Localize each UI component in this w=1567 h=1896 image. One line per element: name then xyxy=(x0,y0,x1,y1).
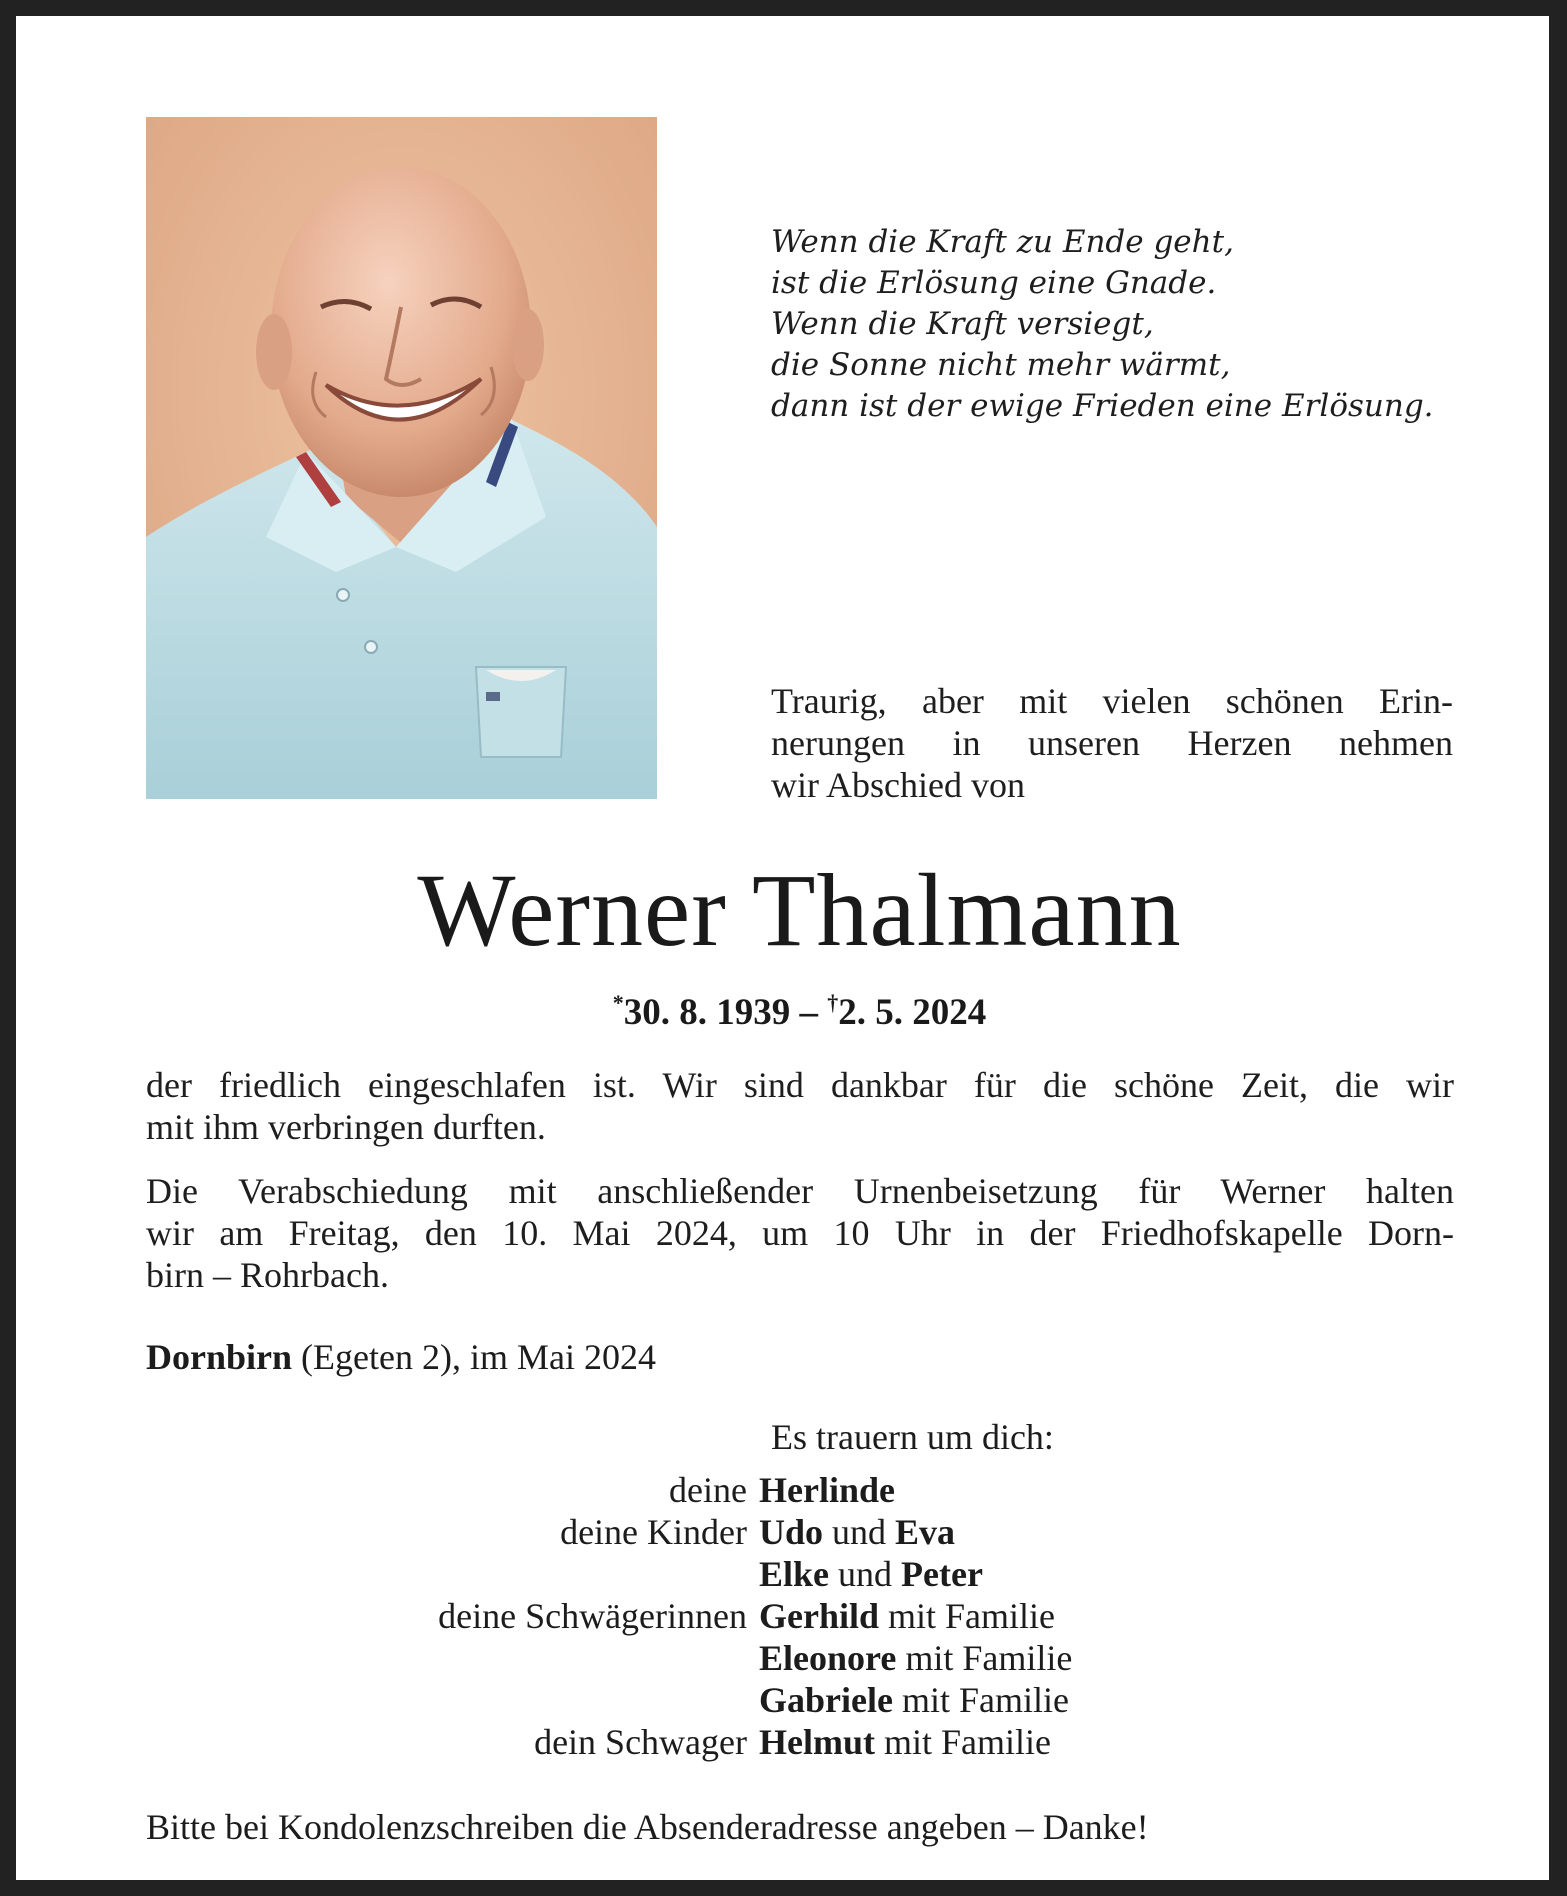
mourner-name: Peter xyxy=(901,1554,983,1594)
mourner-name: Gabriele xyxy=(759,1680,893,1720)
mourners-list xyxy=(146,1469,1454,1763)
paragraph-ceremony xyxy=(146,1170,1454,1296)
mourner-row xyxy=(146,1679,1454,1721)
mourner-name: Herlinde xyxy=(759,1470,895,1510)
paragraph-line: wir am Freitag, den 10. Mai 2024, um 10 Uhr in der Friedhofskapelle Dorn- xyxy=(146,1213,1454,1253)
intro-text xyxy=(771,680,1453,806)
mourner-suffix: mit Familie xyxy=(896,1638,1073,1678)
paragraph-line: der friedlich eingeschlafen ist. Wir sind dankbar für die schöne Zeit, die wir xyxy=(146,1065,1454,1105)
poem-line: dann ist der ewige Frieden eine Erlösung. xyxy=(771,388,1434,424)
mourner-relation: dein Schwager xyxy=(534,1722,747,1762)
paragraph-line: Die Verabschiedung mit anschließender Urnenbeisetzung für Werner halten xyxy=(146,1171,1454,1211)
intro-line: nerungen in unseren Herzen nehmen xyxy=(771,723,1453,763)
mourner-suffix: mit Familie xyxy=(892,1680,1069,1720)
death-date: 2. 5. 2024 xyxy=(838,992,987,1033)
mourner-name: Eleonore xyxy=(759,1638,897,1678)
mourner-row xyxy=(146,1721,1454,1763)
mourner-relation xyxy=(146,1679,759,1721)
mourner-conjunction: und xyxy=(829,1554,902,1594)
mourner-name: Udo xyxy=(759,1512,824,1552)
poem-line: Wenn die Kraft versiegt, xyxy=(771,306,1154,342)
mourner-name: Gerhild xyxy=(759,1596,880,1636)
mourner-relation xyxy=(146,1553,759,1595)
birth-date: 30. 8. 1939 xyxy=(623,992,791,1033)
mourner-name: Eva xyxy=(895,1512,956,1552)
mourner-relation: deine Schwägerinnen xyxy=(438,1596,747,1636)
mourner-suffix: mit Familie xyxy=(874,1722,1051,1762)
place-date-line xyxy=(146,1336,656,1378)
mourner-relation: deine Kinder xyxy=(560,1512,747,1552)
mourner-row xyxy=(146,1469,1454,1511)
life-dates xyxy=(16,980,1567,1036)
mourner-name: Helmut xyxy=(759,1722,875,1762)
mourner-row xyxy=(146,1637,1454,1679)
paragraph-gratitude xyxy=(146,1064,1454,1148)
poem-line: ist die Erlösung eine Gnade. xyxy=(771,265,1217,301)
deceased-name: Werner Thalmann xyxy=(417,853,1182,968)
footer-note: Bitte bei Kondolenzschreiben die Absenderadresse angeben – Danke! xyxy=(146,1807,1149,1847)
mourner-row xyxy=(146,1553,1454,1595)
poem xyxy=(771,222,1471,427)
mourner-name: Elke xyxy=(759,1554,830,1594)
portrait-photo xyxy=(146,117,657,799)
date-separator: – xyxy=(790,992,828,1033)
poem-line: die Sonne nicht mehr wärmt, xyxy=(771,347,1231,383)
intro-line: Traurig, aber mit vielen schönen Erin- xyxy=(771,681,1453,721)
mourner-relation xyxy=(146,1637,759,1679)
mourners-heading: Es trauern um dich: xyxy=(771,1417,1054,1457)
paragraph-line: birn – Rohrbach. xyxy=(146,1255,389,1295)
mourner-suffix: mit Familie xyxy=(879,1596,1056,1636)
mourner-row xyxy=(146,1595,1454,1637)
death-symbol: † xyxy=(827,990,839,1015)
place-city: Dornbirn xyxy=(146,1337,293,1377)
mourner-row xyxy=(146,1511,1454,1553)
paragraph-line: mit ihm verbringen durften. xyxy=(146,1107,546,1147)
mourner-relation: deine xyxy=(669,1470,747,1510)
place-rest: (Egeten 2), im Mai 2024 xyxy=(292,1337,656,1377)
birth-symbol: * xyxy=(612,990,624,1015)
poem-line: Wenn die Kraft zu Ende geht, xyxy=(771,224,1234,260)
portrait-image xyxy=(146,117,657,799)
intro-line: wir Abschied von xyxy=(771,765,1025,805)
mourner-conjunction: und xyxy=(823,1512,896,1552)
